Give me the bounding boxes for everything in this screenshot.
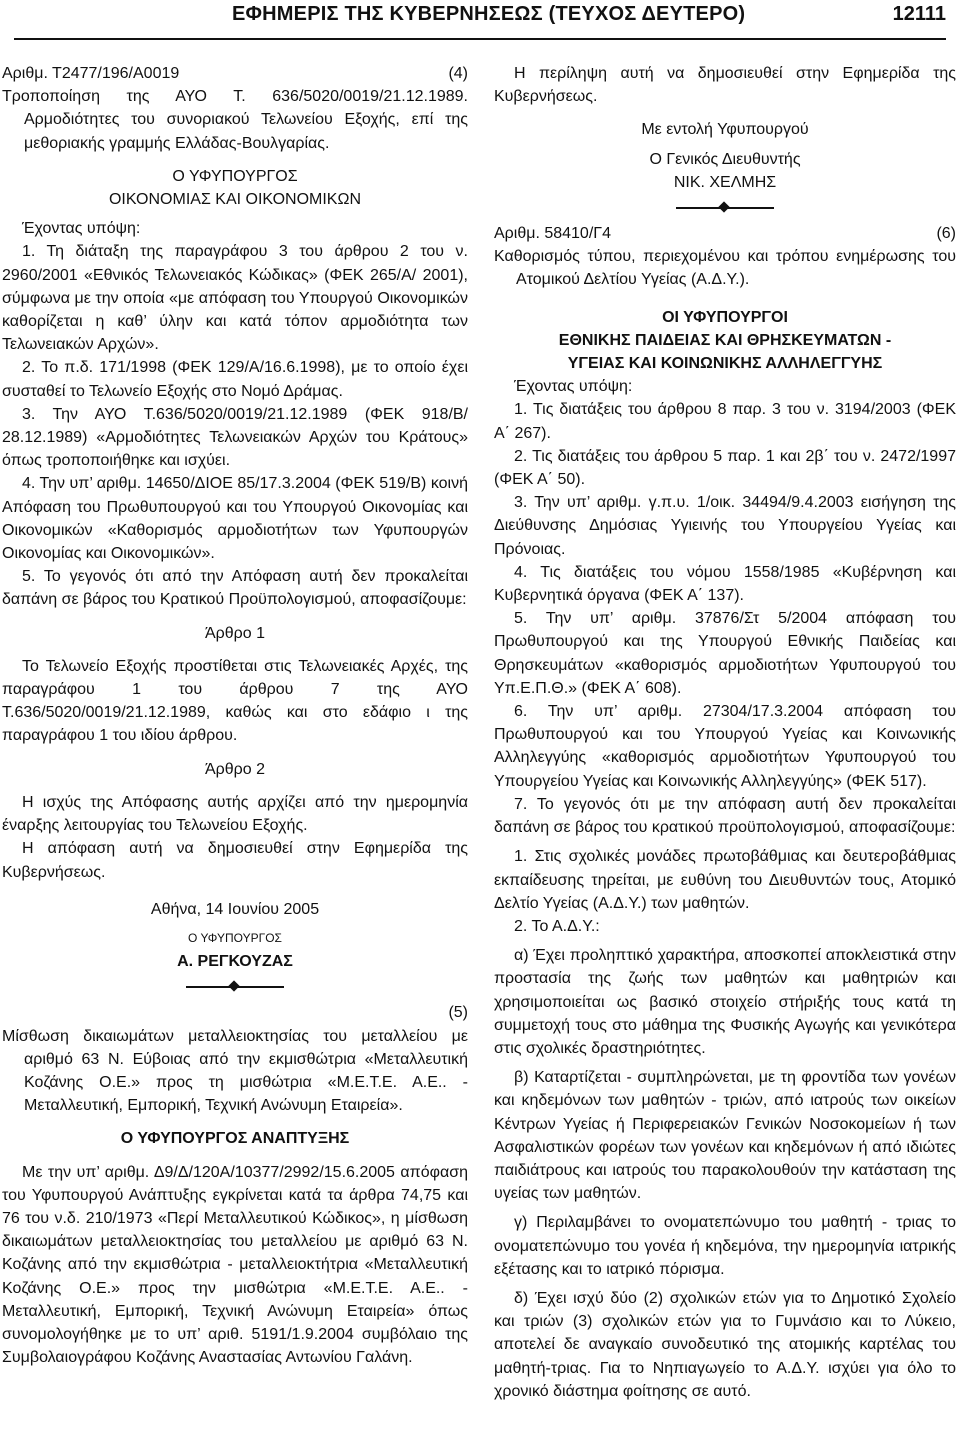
decision-4-article-2-text: Η ισχύς της Απόφασης αυτής αρχίζει από την ημερομηνία έναρξης λειτουργίας του Τελωνείου Εξοχής. <box>2 793 468 835</box>
decision-6-paragraph-3: 3. Την υπ’ αριθμ. γ.π.υ. 1/οικ. 34494/9.4.2003 εισήγηση της Διεύθυνσης Δημόσιας Υγιεινής του Υπουργείου Υγείας και Πρόνοιας. <box>494 494 956 558</box>
decision-6-paragraph-5: 5. Την υπ’ αριθμ. 37876/Στ 5/2004 απόφαση του Πρωθυπουργού και της Υπουργού Εθνικής Παιδείας και Θρησκευμάτων «καθορισμός αρμοδιοτήτων Υφυπουργού του Υπ.Ε.Π.Θ.» (ΦΕΚ Α΄ 608). <box>494 610 956 697</box>
decision-4-paragraph-1: 1. Τη διάταξη της παραγράφου 3 του άρθρου 2 του ν. 2960/2001 «Εθνικός Τελωνειακός Κώδικας» (ΦΕΚ 265/Α/ 2001), σύμφωνα με την οποία «με απόφαση του Υπουργού Οικονομικών καθορίζεται η καθ’ ύλην και κατά τόπον αρμοδιότητα των Τελωνειακών Αρχών». <box>2 243 468 354</box>
decision-6-reference: Αριθμ. 58410/Γ4 <box>494 225 611 243</box>
decision-4-paragraph-2: 2. Το π.δ. 171/1998 (ΦΕΚ 129/Α/16.6.1998), με το οποίο έχει συσταθεί το Τελωνείο Εξοχής στο Νομό Δράμας. <box>2 359 468 400</box>
decision-5-order-line: Με εντολή Υφυπουργού <box>641 121 809 139</box>
decision-4-subject: Τροποποίηση της ΑΥΟ Τ. 636/5020/0019/21.12.1989. Αρμοδιότητες του συνοριακού Τελωνείου Εξοχής, επί της μεθοριακής γραμμής Ελλάδας-Βουλγαρίας. <box>2 88 468 152</box>
decision-4-date: Αθήνα, 14 Ιουνίου 2005 <box>150 900 320 918</box>
decision-6-number: (6) <box>936 225 956 243</box>
decision-6-authority-line-3: ΥΓΕΙΑΣ ΚΑΙ ΚΟΙΝΩΝΙΚΗΣ ΑΛΛΗΛΕΓΓΥΗΣ <box>567 355 883 373</box>
decision-6-heading <box>494 222 956 245</box>
decision-6-clause-1: 1. Στις σχολικές μονάδες πρωτοβάθμιας και δευτεροβάθμιας εκπαίδευσης τηρείται, με ευθύνη του Διευθυντών τους, Ατομικό Δελτίο Υγείας (Α.Δ.Υ.) των μαθητών. <box>494 848 956 912</box>
decision-6-paragraph-6: 6. Την υπ’ αριθμ. 27304/17.3.2004 απόφαση του Πρωθυπουργού και του Υπουργού Υγείας και Κοινωνικής Αλληλεγγύης «καθορισμός αρμοδιοτήτων Υφυπουργού του Υπουργείου Υγείας και Κοινωνικής Αλληλεγγύης» (ΦΕΚ 517). <box>494 703 956 790</box>
decision-6-clause-2: 2. Το Α.Δ.Υ.: <box>514 917 600 935</box>
decision-4-signatory-name: Α. ΡΕΓΚΟΥΖΑΣ <box>177 953 293 971</box>
section-divider <box>2 979 468 995</box>
decision-5-authority: Ο ΥΦΥΠΟΥΡΓΟΣ ΑΝΑΠΤΥΞΗΣ <box>120 1130 350 1148</box>
decision-6-authority-line-2: ΕΘΝΙΚΗΣ ΠΑΙΔΕΙΑΣ ΚΑΙ ΘΡΗΣΚΕΥΜΑΤΩΝ - <box>558 331 892 349</box>
decision-4-authority-line-2: ΟΙΚΟΝΟΜΙΑΣ ΚΑΙ ΟΙΚΟΝΟΜΙΚΩΝ <box>108 191 361 209</box>
decision-5-number: (5) <box>448 1004 468 1022</box>
decision-4-authority-line-1: Ο ΥΦΥΠΟΥΡΓΟΣ <box>172 167 298 185</box>
decision-4-article-1-text: Το Τελωνείο Εξοχής προστίθεται στις Τελωνειακές Αρχές, της παραγράφου 1 του άρθρου 7 της ΑΥΟ Τ.636/5020/0019/21.12.1989, καθώς και στο εδάφιο ι της παραγράφου 1 του ιδίου άρθρου. <box>2 657 468 745</box>
right-column <box>494 62 956 1403</box>
decision-4-reference: Αριθμ. Τ2477/196/Α0019 <box>2 65 180 82</box>
decision-4-paragraph-5: 5. Το γεγονός ότι από την Απόφαση αυτή δεν προκαλείται δαπάνη σε βάρος του Κρατικού Προϋπολογισμού, αποφασίζουμε: <box>2 568 468 609</box>
decision-5-director-name: ΝΙΚ. ΧΕΛΜΗΣ <box>673 173 777 191</box>
decision-4-number: (4) <box>448 65 468 82</box>
decision-6-clause-2c: γ) Περιλαμβάνει το ονοματεπώνυμο του μαθητή - τριας το ονοματεπώνυμο του γονέα ή κηδεμόνα, την ημερομηνία ιατρικής εξέτασης και το ιατρικό πόρισμα. <box>494 1214 956 1278</box>
decision-4-article-2-heading: Άρθρο 2 <box>204 760 266 778</box>
decision-6-clause-2d: δ) Έχει ισχύ δύο (2) σχολικών ετών για το Δημοτικό Σχολείο και τριών (3) σχολικών ετών για το Γυμνάσιο και το Λύκειο, αποτελεί δε αναγκαίο συνοδευτικό της ατομικής καρτέλας του μαθητή-τριας. Για το Νηπιαγωγείο το Α.Δ.Υ. ισχύει για όλο το χρονικό διάστημα φοίτησης σε αυτό. <box>494 1289 956 1400</box>
decision-6-authority-line-1: ΟΙ ΥΦΥΠΟΥΡΓΟΙ <box>662 308 788 326</box>
decision-6-paragraph-2: 2. Τις διατάξεις του άρθρου 5 παρ. 1 και 2β΄ του ν. 2472/1997 (ΦΕΚ Α΄ 50). <box>494 447 956 489</box>
decision-4-signatory-title: Ο ΥΦΥΠΟΥΡΓΟΣ <box>188 930 282 945</box>
decision-6-paragraph-4: 4. Τις διατάξεις του νόμου 1558/1985 «Κυβέρνηση και Κυβερνητικά όργανα (ΦΕΚ Α΄ 137). <box>494 563 956 605</box>
decision-6-having-regard: Έχοντας υπόψη: <box>514 378 633 396</box>
decision-5-text: Με την υπ’ αριθμ. Δ9/Δ/120Α/10377/2992/15.6.2005 απόφαση του Υφυπουργού Ανάπτυξης εγκρίνεται κατά τα άρθρα 74,75 και 76 του ν.δ. 210/1973 «Περί Μεταλλευτικού Κώδικος», η μίσθωση δικαιωμάτων μεταλλειοκτησίας του μεταλλείου με αριθμό 63 Ν. Κοζάνης από την εκμισθώτρια - μεταλλειοκτήτρια «Μεταλλευτική Κοζάνης Ο.Ε.» προς την μισθώτρια «Μ.Ε.Τ.Ε. Α.Ε.. - Μεταλλευτική, Εμπορική, Τεχνική Ανώνυμη Εταιρεία» όπως συνομολογήθηκε με το υπ’ αριθ. 5191/1.9.2004 συμβόλαιο της Συμβολαιογράφου Κοζάνης Αναστασίας Αντωνίου Γαλάνη. <box>2 1163 468 1367</box>
decision-6-paragraph-7: 7. Το γεγονός ότι με την απόφαση αυτή δεν προκαλείται δαπάνη σε βάρος του κρατικού προϋπολογισμού, αποφασίζουμε: <box>494 795 956 837</box>
decision-5-publication-order: Η περίληψη αυτή να δημοσιευθεί στην Εφημερίδα της Κυβερνήσεως. <box>494 65 956 106</box>
page-number: 12111 <box>892 3 946 25</box>
decision-4-article-1-heading: Άρθρο 1 <box>204 624 266 642</box>
decision-4-publication-order: Η απόφαση αυτή να δημοσιευθεί στην Εφημερίδα της Κυβερνήσεως. <box>2 840 468 881</box>
decision-6-clause-2b: β) Καταρτίζεται - συμπληρώνεται, με τη φροντίδα των γονέων και κηδεμόνων των μαθητών - τριών, από ιατρούς των οικείων Κέντρων Υγείας ή Περιφερειακών Γενικών Νοσοκομείων ή των Ασφαλιστικών φορέων των γονέων και κηδεμόνων ή από ιδιώτες παιδιάτρους και ιατρούς του παρακολουθούν την κατάσταση της υγείας των μαθητών. <box>494 1069 956 1203</box>
decision-5-subject: Μίσθωση δικαιωμάτων μεταλλειοκτησίας του μεταλλείου με αριθμό 63 Ν. Εύβοιας από την εκμισθώτρια «Μεταλλευτική Κοζάνης Ο.Ε.» προς τη μισθώτρια «Μ.Ε.Τ.Ε. Α.Ε.. - Μεταλλευτική, Εμπορική, Τεχνική Ανώνυμη Εταιρεία». <box>2 1027 468 1115</box>
gazette-title: ΕΦΗΜΕΡΙΣ ΤΗΣ ΚΥΒΕΡΝΗΣΕΩΣ (ΤΕΥΧΟΣ ΔΕΥΤΕΡΟ) <box>232 3 746 25</box>
decision-4-paragraph-3: 3. Την ΑΥΟ Τ.636/5020/0019/21.12.1989 (ΦΕΚ 918/Β/ 28.12.1989) «Αρμοδιότητες Τελωνειακών Αρχών του Κράτους» όπως τροποποιήθηκε και ισχύει. <box>2 405 468 470</box>
section-divider <box>494 200 956 216</box>
page-header <box>14 0 946 40</box>
decision-4-paragraph-4: 4. Την υπ’ αριθμ. 14650/ΔΙΟΕ 85/17.3.2004 (ΦΕΚ 519/Β) κοινή Απόφαση του Πρωθυπουργού και του Υπουργού Οικονομίας και Οικονομικών «Καθορισμός αρμοδιοτήτων των Υφυπουργών Οικονομίας και Οικονομικών». <box>2 475 468 563</box>
left-column <box>2 62 468 1369</box>
decision-4-heading <box>2 62 468 85</box>
decision-6-clause-2a: α) Έχει προληπτικό χαρακτήρα, αποσκοπεί αποκλειστικά στην προστασία της ζωής των μαθητών και μαθητριών και χρησιμοποιείται ως βασικό στοιχείο στήριξής τους κατά τη συμμετοχή τους στο μάθημα της Φυσικής Αγωγής και γενικότερα στις σχολικές δραστηριότητες. <box>494 947 956 1057</box>
decision-6-subject: Καθορισμός τύπου, περιεχομένου και τρόπου ενημέρωσης του Ατομικού Δελτίου Υγείας (Α.Δ.Υ.). <box>494 248 956 289</box>
decision-6-paragraph-1: 1. Τις διατάξεις του άρθρου 8 παρ. 3 του ν. 3194/2003 (ΦΕΚ Α΄ 267). <box>494 401 956 442</box>
decision-4-having-regard: Έχοντας υπόψη: <box>22 220 141 238</box>
decision-5-director-title: Ο Γενικός Διευθυντής <box>649 150 801 168</box>
